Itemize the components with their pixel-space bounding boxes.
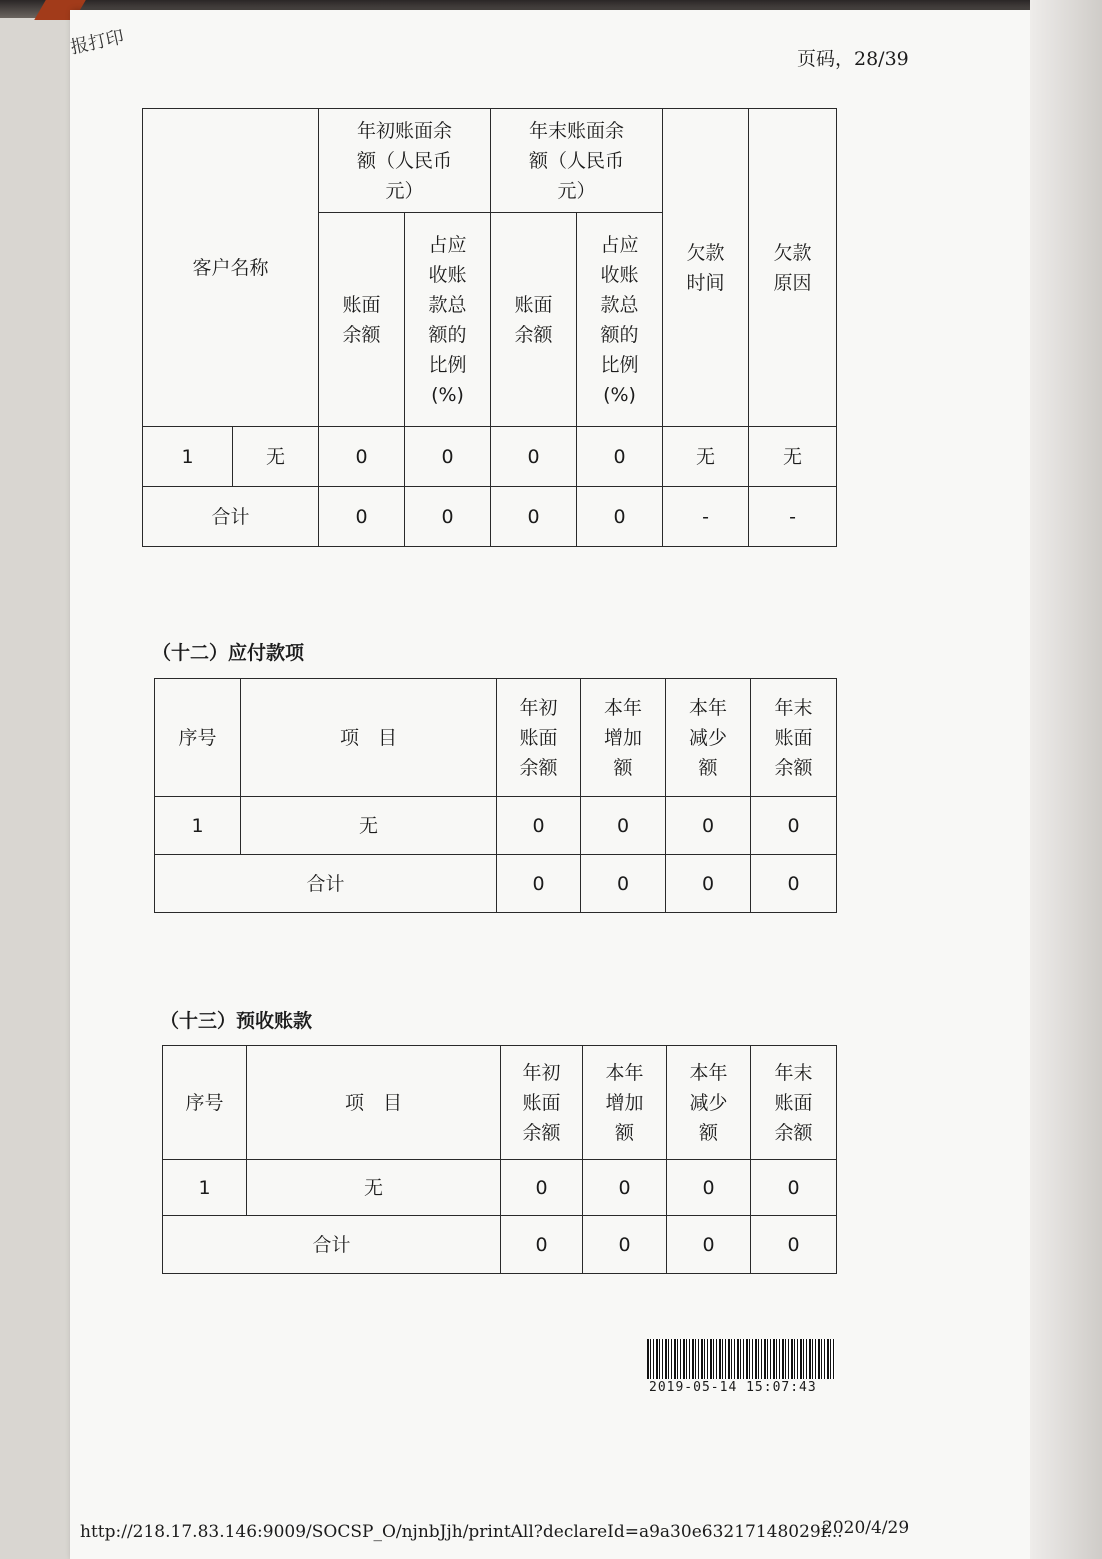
cell-no: 1 bbox=[155, 797, 241, 855]
table-row bbox=[163, 1160, 837, 1216]
cell-total-begin: 0 bbox=[501, 1216, 583, 1274]
cell-total-label: 合计 bbox=[155, 855, 497, 913]
table-row bbox=[155, 797, 837, 855]
barcode-timestamp: 2019-05-14 15:07:43 bbox=[649, 1380, 817, 1395]
header-decrease: 本年减少额 bbox=[666, 679, 751, 797]
header-decrease: 本年减少额 bbox=[667, 1046, 751, 1160]
cell-total-begin-balance: 0 bbox=[319, 487, 405, 547]
cell-item: 无 bbox=[247, 1160, 501, 1216]
cell-name: 无 bbox=[233, 427, 319, 487]
header-no: 序号 bbox=[155, 679, 241, 797]
table-row-total bbox=[155, 855, 837, 913]
header-end: 年末账面余额 bbox=[751, 1046, 837, 1160]
header-begin: 年初账面余额 bbox=[501, 1046, 583, 1160]
section-13-title: （十三）预收账款 bbox=[160, 1010, 313, 1032]
cell-end: 0 bbox=[751, 797, 837, 855]
cell-total-increase: 0 bbox=[583, 1216, 667, 1274]
cell-item: 无 bbox=[241, 797, 497, 855]
page-number: 页码，28/39 bbox=[797, 48, 909, 70]
sub-end-balance: 账面余额 bbox=[491, 213, 577, 427]
cell-total-label: 合计 bbox=[163, 1216, 501, 1274]
page-stack-edge bbox=[1030, 0, 1102, 1559]
table-row bbox=[143, 427, 837, 487]
col-debt-reason: 欠款原因 bbox=[749, 109, 837, 427]
header-increase: 本年增加额 bbox=[581, 679, 666, 797]
header-increase: 本年增加额 bbox=[583, 1046, 667, 1160]
cell-no: 1 bbox=[143, 427, 233, 487]
cell-begin-balance: 0 bbox=[319, 427, 405, 487]
cell-increase: 0 bbox=[581, 797, 666, 855]
col-debt-time: 欠款时间 bbox=[663, 109, 749, 427]
group-begin-balance: 年初账面余额（人民币元） bbox=[319, 109, 491, 213]
cell-total-end: 0 bbox=[751, 855, 837, 913]
cell-time: 无 bbox=[663, 427, 749, 487]
cell-total-begin: 0 bbox=[497, 855, 581, 913]
header-item: 项 目 bbox=[241, 679, 497, 797]
col-customer-name: 客户名称 bbox=[143, 109, 319, 427]
sub-begin-ratio: 占应收账款总额的比例(%) bbox=[405, 213, 491, 427]
table-row-total bbox=[143, 487, 837, 547]
header-end: 年末账面余额 bbox=[751, 679, 837, 797]
cell-decrease: 0 bbox=[667, 1160, 751, 1216]
cell-begin-ratio: 0 bbox=[405, 427, 491, 487]
table-row-total bbox=[163, 1216, 837, 1274]
cell-end-ratio: 0 bbox=[577, 427, 663, 487]
header-begin: 年初账面余额 bbox=[497, 679, 581, 797]
section-12-title: （十二）应付款项 bbox=[152, 642, 305, 664]
cell-total-time: - bbox=[663, 487, 749, 547]
cell-begin: 0 bbox=[501, 1160, 583, 1216]
barcode-icon bbox=[647, 1339, 835, 1379]
cell-total-increase: 0 bbox=[581, 855, 666, 913]
cell-total-end-ratio: 0 bbox=[577, 487, 663, 547]
cell-decrease: 0 bbox=[666, 797, 751, 855]
cell-end: 0 bbox=[751, 1160, 837, 1216]
cell-increase: 0 bbox=[583, 1160, 667, 1216]
group-end-balance: 年末账面余额（人民币元） bbox=[491, 109, 663, 213]
header-item: 项 目 bbox=[247, 1046, 501, 1160]
cell-total-begin-ratio: 0 bbox=[405, 487, 491, 547]
header-left-fragment: 报打印 bbox=[68, 26, 126, 59]
cell-end-balance: 0 bbox=[491, 427, 577, 487]
header-no: 序号 bbox=[163, 1046, 247, 1160]
footer-date: 2020/4/29 bbox=[822, 1518, 910, 1538]
cell-begin: 0 bbox=[497, 797, 581, 855]
payables-table bbox=[154, 678, 837, 913]
cell-total-end: 0 bbox=[751, 1216, 837, 1274]
sub-begin-balance: 账面余额 bbox=[319, 213, 405, 427]
cell-reason: 无 bbox=[749, 427, 837, 487]
cell-no: 1 bbox=[163, 1160, 247, 1216]
cell-total-reason: - bbox=[749, 487, 837, 547]
advance-receipts-table bbox=[162, 1045, 837, 1274]
cell-total-decrease: 0 bbox=[666, 855, 751, 913]
receivable-table bbox=[142, 108, 837, 547]
cell-total-end-balance: 0 bbox=[491, 487, 577, 547]
sub-end-ratio: 占应收账款总额的比例(%) bbox=[577, 213, 663, 427]
footer-url: http://218.17.83.146:9009/SOCSP_O/njnbJjh/printAll?declareId=a9a30e63217148029f... bbox=[80, 1522, 843, 1542]
cell-total-label: 合计 bbox=[143, 487, 319, 547]
cell-total-decrease: 0 bbox=[667, 1216, 751, 1274]
